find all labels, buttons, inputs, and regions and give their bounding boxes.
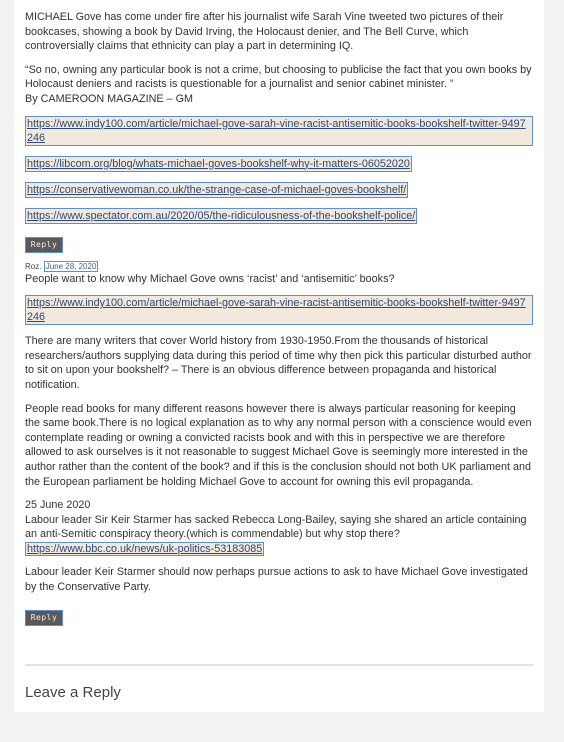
comment-author: Roz.	[25, 261, 42, 271]
comment-paragraph: Labour leader Sir Keir Starmer has sacked Rebecca Long-Bailey, saying she shared an article containing an anti-Semitic conspiracy theory.(which is commendable) but why stop there?	[25, 513, 527, 541]
article-link-indy100[interactable]: https://www.indy100.com/article/michael-gove-sarah-vine-racist-antisemitic-books-bookshelf-twitter-9497246	[25, 295, 533, 325]
leave-reply-heading: Leave a Reply	[25, 684, 121, 701]
comment-quote: “So no, owning any particular book is not a crime, but choosing to publicise the fact that you own books by Holocaust deniers and racists is questionable for a journalist and senior cabinet minister. ”	[25, 63, 532, 91]
comments-card	[14, 0, 544, 712]
comment-paragraph: People want to know why Michael Gove owns ‘racist’ and ‘antisemitic’ books?	[25, 272, 395, 285]
reply-button[interactable]: Reply	[25, 237, 63, 253]
comment-date-link[interactable]: June 28, 2020	[45, 261, 97, 271]
article-link-conservativewoman[interactable]: https://conservativewoman.co.uk/the-strange-case-of-michael-goves-bookshelf/	[27, 183, 407, 196]
reply-button[interactable]: Reply	[25, 610, 63, 626]
comment-paragraph: People read books for many different reasons however there is always particular reasoning for keeping the same book.There is no logical explanation as to why any normal person with a conscience would even contemplate reading or owning a convicted racists book and with this in perspective we are therefore allowed to ask ourselves is it not reasonable to suggest Michael Gove is seemingly more interested in the author rather than the content of the book? and if this is the conclusion should not both UK parliament and the European parliament be holding Michael Gove to account for owning this evil propaganda.	[25, 402, 532, 488]
section-divider	[25, 664, 533, 666]
comment-date-line: 25 June 2020	[25, 499, 91, 512]
comment-paragraph: There are many writers that cover World history from 1930-1950.From the thousands of historical researchers/authors supplying data during this period of time why then pick this particular disturbed author to sit on upon your bookshelf? – There is an obvious difference between propaganda and historical notification.	[25, 335, 532, 391]
comment-byline: By CAMEROON MAGAZINE – GM	[25, 92, 193, 105]
comment-paragraph: Labour leader Keir Starmer should now perhaps pursue actions to ask to have Michael Gove investigated by the Conservative Party.	[25, 566, 528, 594]
comment-paragraph: MICHAEL Gove has come under fire after his journalist wife Sarah Vine tweeted two pictures of their bookcases, showing a book by David Irving, the Holocaust denier, and The Bell Curve, which controversially claims that ethnicity can play a part in determining IQ.	[25, 11, 504, 53]
article-link-libcom[interactable]: https://libcom.org/blog/whats-michael-goves-bookshelf-why-it-matters-06052020	[27, 157, 410, 170]
link-list	[25, 116, 533, 224]
comment-meta	[25, 261, 533, 272]
article-link-spectator[interactable]: https://www.spectator.com.au/2020/05/the-ridiculousness-of-the-bookshelf-police/	[27, 209, 416, 222]
article-link-indy100[interactable]: https://www.indy100.com/article/michael-gove-sarah-vine-racist-antisemitic-books-bookshelf-twitter-9497246	[25, 116, 533, 146]
article-link-bbc[interactable]: https://www.bbc.co.uk/news/uk-politics-53183085	[27, 542, 263, 555]
comments-content	[25, 10, 533, 626]
